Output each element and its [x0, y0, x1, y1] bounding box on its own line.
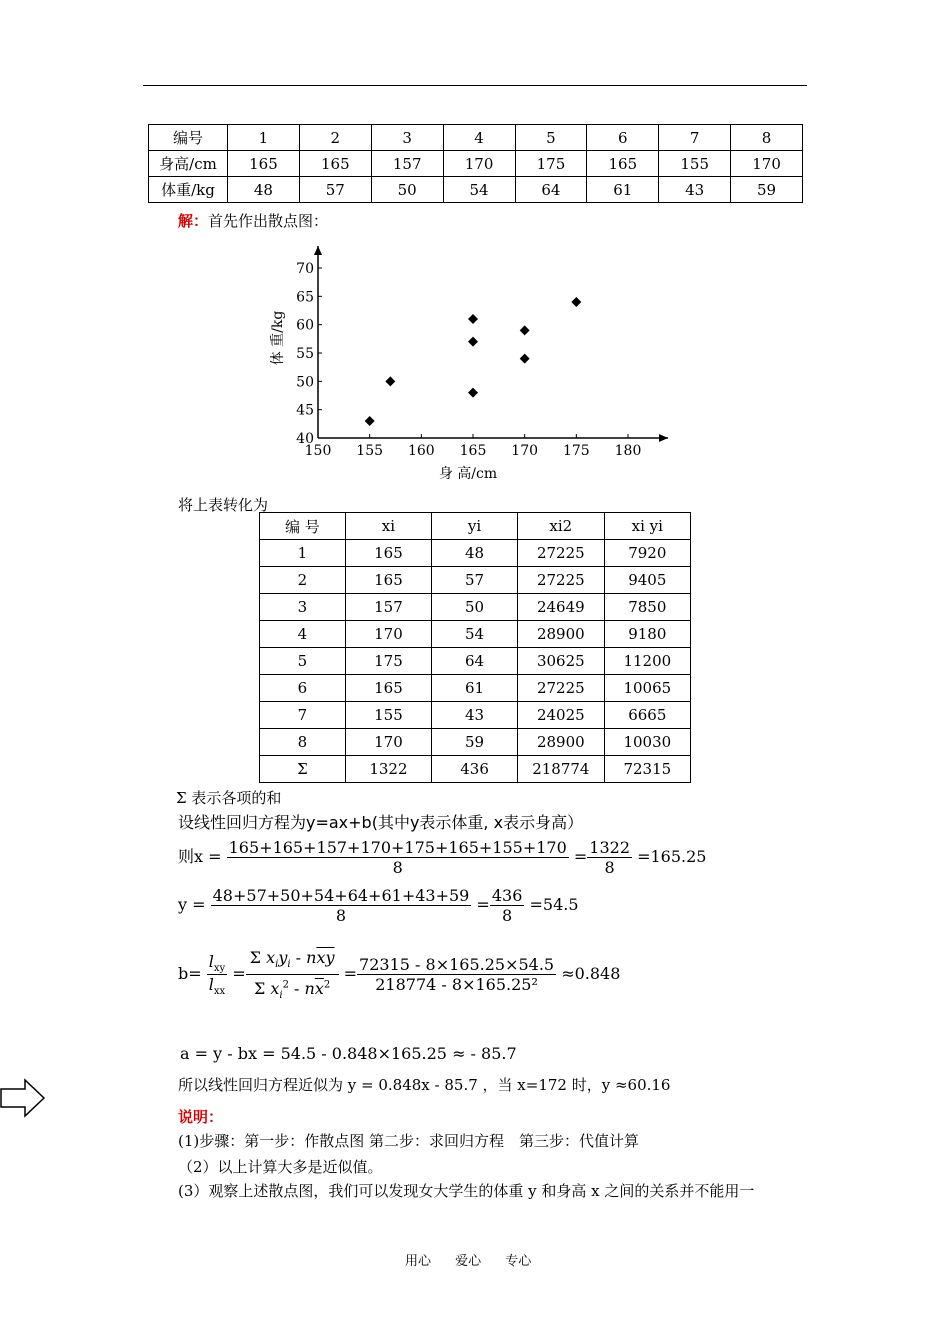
calc-table [259, 512, 691, 783]
sigma-note: Σ 表示各项的和 [176, 789, 282, 807]
b-result: ≈0.848 [561, 964, 621, 984]
table-cell: 27225 [518, 540, 605, 567]
table-cell: 24649 [518, 594, 605, 621]
header-row [260, 513, 691, 540]
xbar-den: 8 [392, 858, 403, 877]
header-cell: 编 号 [260, 513, 346, 540]
table-row [260, 756, 691, 783]
data-point [571, 297, 581, 307]
table-row [260, 648, 691, 675]
table-cell: 28900 [518, 729, 605, 756]
table-cell: 48 [432, 540, 518, 567]
table-cell: 43 [659, 177, 731, 203]
xbar-num: 165+165+157+170+175+165+155+170 [228, 838, 567, 857]
table-cell: 43 [432, 702, 518, 729]
table-cell: 7920 [604, 540, 690, 567]
data-point [468, 388, 478, 398]
xbar-prefix: 则x = [178, 847, 222, 866]
table-cell: 50 [432, 594, 518, 621]
table-cell: 3 [371, 125, 443, 151]
table-row [260, 540, 691, 567]
lxy-frac [207, 952, 227, 997]
y-tick-label: 65 [296, 289, 314, 306]
footer: 用心 爱心 专心 [405, 1254, 532, 1269]
y-tick-label: 40 [296, 431, 314, 447]
row-label: 编号 [149, 125, 228, 151]
table-cell: 4 [260, 621, 346, 648]
header-rule [143, 85, 807, 86]
y-tick-label: 70 [296, 261, 314, 277]
table-cell: 170 [345, 729, 431, 756]
scatter-chart [262, 228, 682, 488]
header-cell: xi2 [518, 513, 605, 540]
table-cell: 3 [260, 594, 346, 621]
x-axis-label: 身 高/cm [438, 466, 498, 482]
lxy-num: $l_{xy}$ [208, 952, 226, 975]
data-point [468, 337, 478, 347]
header-cell: xi [345, 513, 431, 540]
table-row [260, 567, 691, 594]
data-point [365, 416, 375, 426]
x-tick-label: 150 [304, 443, 332, 459]
table-cell: 64 [432, 648, 518, 675]
table-cell: 170 [731, 151, 803, 177]
note-label: 说明： [178, 1108, 224, 1126]
table-row [260, 621, 691, 648]
table-cell: 165 [587, 151, 659, 177]
b-num: 72315 - 8×165.25×54.5 [359, 955, 555, 975]
b-den: 218774 - 8×165.25² [375, 975, 538, 995]
solution-label: 解： [178, 212, 209, 230]
x-tick-label: 155 [356, 443, 384, 459]
table-cell: 1 [228, 125, 300, 151]
table-cell: 57 [299, 177, 371, 203]
ybar-num: 48+57+50+54+64+61+43+59 [212, 886, 470, 905]
note-2: （2）以上计算大多是近似值。 [178, 1158, 383, 1176]
table-row [260, 702, 691, 729]
table-cell: 1 [260, 540, 346, 567]
table-cell: 30625 [518, 648, 605, 675]
table-cell: 48 [228, 177, 300, 203]
table-cell: 7 [260, 702, 346, 729]
table-cell: 6 [260, 675, 346, 702]
sum-den: Σ $x_i^2 - n\overline{x}^2$ [253, 979, 331, 1002]
table-cell: 50 [371, 177, 443, 203]
table-cell: 4 [443, 125, 515, 151]
data-point [468, 314, 478, 324]
table-cell: 54 [443, 177, 515, 203]
table-cell: 165 [228, 151, 300, 177]
table-cell: 165 [299, 151, 371, 177]
note-1: (1)步骤：第一步：作散点图 第二步：求回归方程 第三步：代值计算 [178, 1132, 640, 1150]
table-cell: Σ [260, 756, 346, 783]
row-label: 体重/kg [149, 177, 228, 203]
table-cell: 5 [515, 125, 587, 151]
x-tick-label: 160 [407, 443, 435, 459]
x-tick-label: 170 [511, 443, 539, 459]
solution-text: 首先作出散点图： [208, 212, 329, 230]
table-cell: 175 [515, 151, 587, 177]
table-cell: 57 [432, 567, 518, 594]
xbar-frac2 [587, 838, 632, 877]
table-cell: 72315 [604, 756, 690, 783]
table-cell: 8 [260, 729, 346, 756]
table-cell: 165 [345, 567, 431, 594]
y-tick-label: 45 [296, 402, 314, 419]
table-cell: 10030 [604, 729, 690, 756]
table-cell: 27225 [518, 675, 605, 702]
table-cell: 165 [345, 675, 431, 702]
ybar-equation: y = $\frac{48+57+50+54+64+61+43+59}{8}$ = $\frac{436}{8}$ =54.5 [178, 886, 579, 925]
arrow-icon [0, 1078, 46, 1118]
table-cell: 6665 [604, 702, 690, 729]
table-cell: 24025 [518, 702, 605, 729]
x-axis-arrow [659, 434, 668, 442]
table-cell: 8 [731, 125, 803, 151]
data-table [148, 124, 803, 203]
ybar-frac [211, 886, 472, 925]
table-cell: 155 [345, 702, 431, 729]
b-prefix: b= [178, 964, 202, 984]
ybar-result: =54.5 [529, 895, 579, 914]
table-cell: 28900 [518, 621, 605, 648]
table-cell: 54 [432, 621, 518, 648]
table-cell: 157 [371, 151, 443, 177]
ybar-prefix: y = [178, 895, 206, 914]
table-cell: 11200 [604, 648, 690, 675]
table-cell: 157 [345, 594, 431, 621]
table-cell: 9180 [604, 621, 690, 648]
data-point [385, 376, 395, 386]
data-point [520, 325, 530, 335]
ybar-num2: 436 [491, 886, 523, 905]
header-cell: yi [432, 513, 518, 540]
table-cell: 165 [345, 540, 431, 567]
xbar-den2: 8 [604, 858, 615, 877]
conclusion: 所以线性回归方程近似为 y = 0.848x - 85.7 ，当 x=172 时，y ≈60.16 [178, 1076, 671, 1094]
y-axis-label: 体 重/kg [270, 310, 286, 366]
table-row [149, 125, 803, 151]
table-cell: 59 [731, 177, 803, 203]
ybar-den: 8 [335, 906, 347, 925]
note-3: (3）观察上述散点图，我们可以发现女大学生的体重 y 和身高 x 之间的关系并不能用一 [178, 1182, 755, 1200]
table-cell: 170 [443, 151, 515, 177]
x-tick-label: 165 [459, 443, 487, 459]
table-cell: 9405 [604, 567, 690, 594]
sum-num: Σ $x_iy_i - n\overline{x}\overline{y}$ [246, 940, 339, 975]
table-cell: 2 [260, 567, 346, 594]
table-cell: 64 [515, 177, 587, 203]
y-tick-label: 60 [296, 317, 314, 334]
y-tick-label: 50 [296, 374, 314, 391]
row-label: 身高/cm [149, 151, 228, 177]
table-row [260, 675, 691, 702]
table-cell: 218774 [518, 756, 605, 783]
xbar-result: =165.25 [637, 847, 707, 866]
table-cell: 61 [432, 675, 518, 702]
table-row [149, 151, 803, 177]
table-row [260, 729, 691, 756]
data-point [520, 354, 530, 364]
x-tick-label: 180 [614, 443, 642, 459]
xbar-num2: 1322 [589, 838, 630, 857]
lxx-den: $l_{xx}$ [208, 975, 226, 998]
table-cell: 7 [659, 125, 731, 151]
b-frac [357, 955, 556, 994]
table-cell: 436 [432, 756, 518, 783]
table-cell: 2 [299, 125, 371, 151]
convert-text: 将上表转化为 [178, 496, 269, 514]
ybar-den2: 8 [502, 906, 513, 925]
header-cell: xi yi [604, 513, 690, 540]
x-tick-label: 175 [562, 443, 590, 459]
table-cell: 59 [432, 729, 518, 756]
table-cell: 175 [345, 648, 431, 675]
ybar-frac2 [490, 886, 525, 925]
xbar-frac [227, 838, 569, 877]
table-cell: 27225 [518, 567, 605, 594]
table-row [260, 594, 691, 621]
xbar-equation: 则x = $\frac{165+165+157+170+175+165+155+170}{8}$ = $\frac{1322}{8}$ =165.25 [178, 838, 707, 877]
table-cell: 7850 [604, 594, 690, 621]
sum-frac [246, 940, 339, 1009]
equation-intro: 设线性回归方程为y=ax+b(其中y表示体重, x表示身高） [178, 813, 584, 832]
table-cell: 61 [587, 177, 659, 203]
table-cell: 5 [260, 648, 346, 675]
y-axis-arrow [314, 246, 322, 255]
table-cell: 10065 [604, 675, 690, 702]
table-cell: 170 [345, 621, 431, 648]
b-equation: b= $\frac{l_{xy}}{l_{xx}}$ = $\frac{\Sigma x_iy_i - n\overline{x}\overline{y}}{\Sigma x_i^2 - n\overline{x}^2}$ = $\frac{72315 - 8\times 165.25\times 54.5}{\text{218774 - 8×165.25²}}$ ≈0.848 [178, 940, 620, 1009]
table-cell: 6 [587, 125, 659, 151]
table-cell: 155 [659, 151, 731, 177]
y-tick-label: 55 [296, 346, 314, 362]
table-row [149, 177, 803, 203]
table-cell: 1322 [345, 756, 431, 783]
a-equation: a = y - bx = 54.5 - 0.848×165.25 ≈ - 85.7 [180, 1044, 517, 1063]
